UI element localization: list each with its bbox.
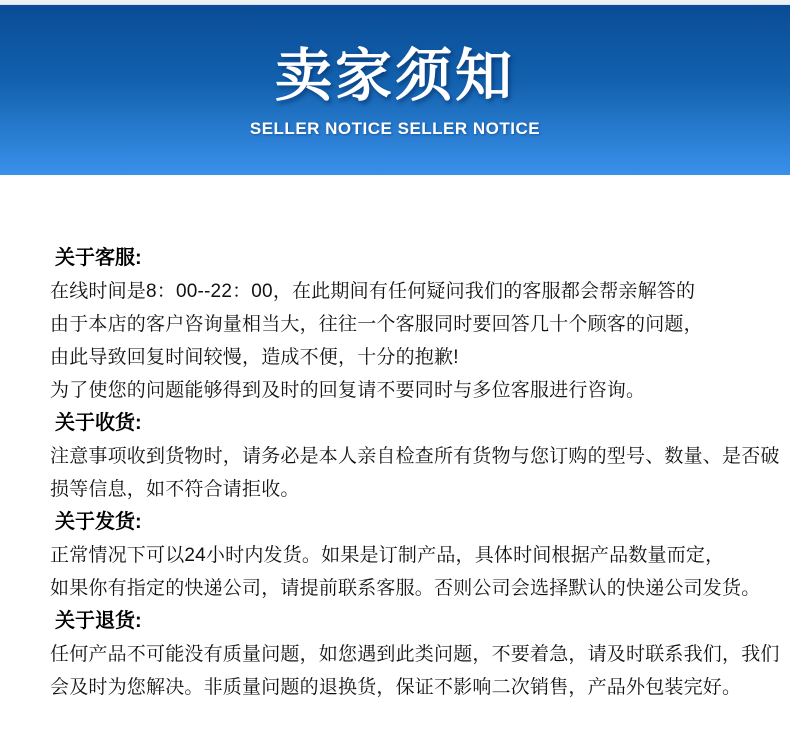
notice-content [0, 175, 790, 704]
banner-subtitle: SELLER NOTICE SELLER NOTICE [249, 118, 541, 138]
notice-line: 注意事项收到货物时，请务必是本人亲自检查所有货物与您订购的型号、数量、是否破 [50, 446, 780, 467]
notice-line: 为了使您的问题能够得到及时的回复请不要同时与多位客服进行咨询。 [50, 380, 646, 401]
section-heading-about-receiving: 关于收货: [55, 412, 142, 434]
notice-line: 任何产品不可能没有质量问题，如您遇到此类问题，不要着急，请及时联系我们，我们 [50, 644, 780, 665]
banner [0, 5, 790, 175]
notice-line: 由于本店的客户咨询量相当大，往往一个客服同时要回答几十个顾客的问题， [50, 314, 703, 335]
banner-title: 卖家须知 [275, 43, 515, 108]
notice-line: 会及时为您解决。非质量问题的退换货，保证不影响二次销售，产品外包装完好。 [50, 677, 742, 698]
notice-line: 正常情况下可以24小时内发货。如果是订制产品，具体时间根据产品数量而定， [50, 545, 725, 566]
section-heading-about-customer-service: 关于客服: [55, 247, 142, 269]
section-heading-about-returns: 关于退货: [55, 610, 142, 632]
notice-line: 在线时间是8：00--22：00，在此期间有任何疑问我们的客服都会帮亲解答的 [50, 281, 696, 302]
notice-line: 由此导致回复时间较慢，造成不便，十分的抱歉! [50, 347, 459, 368]
notice-line: 如果你有指定的快递公司，请提前联系客服。否则公司会选择默认的快递公司发货。 [50, 578, 761, 599]
notice-line: 损等信息，如不符合请拒收。 [50, 479, 300, 500]
section-heading-about-shipping: 关于发货: [55, 511, 142, 533]
